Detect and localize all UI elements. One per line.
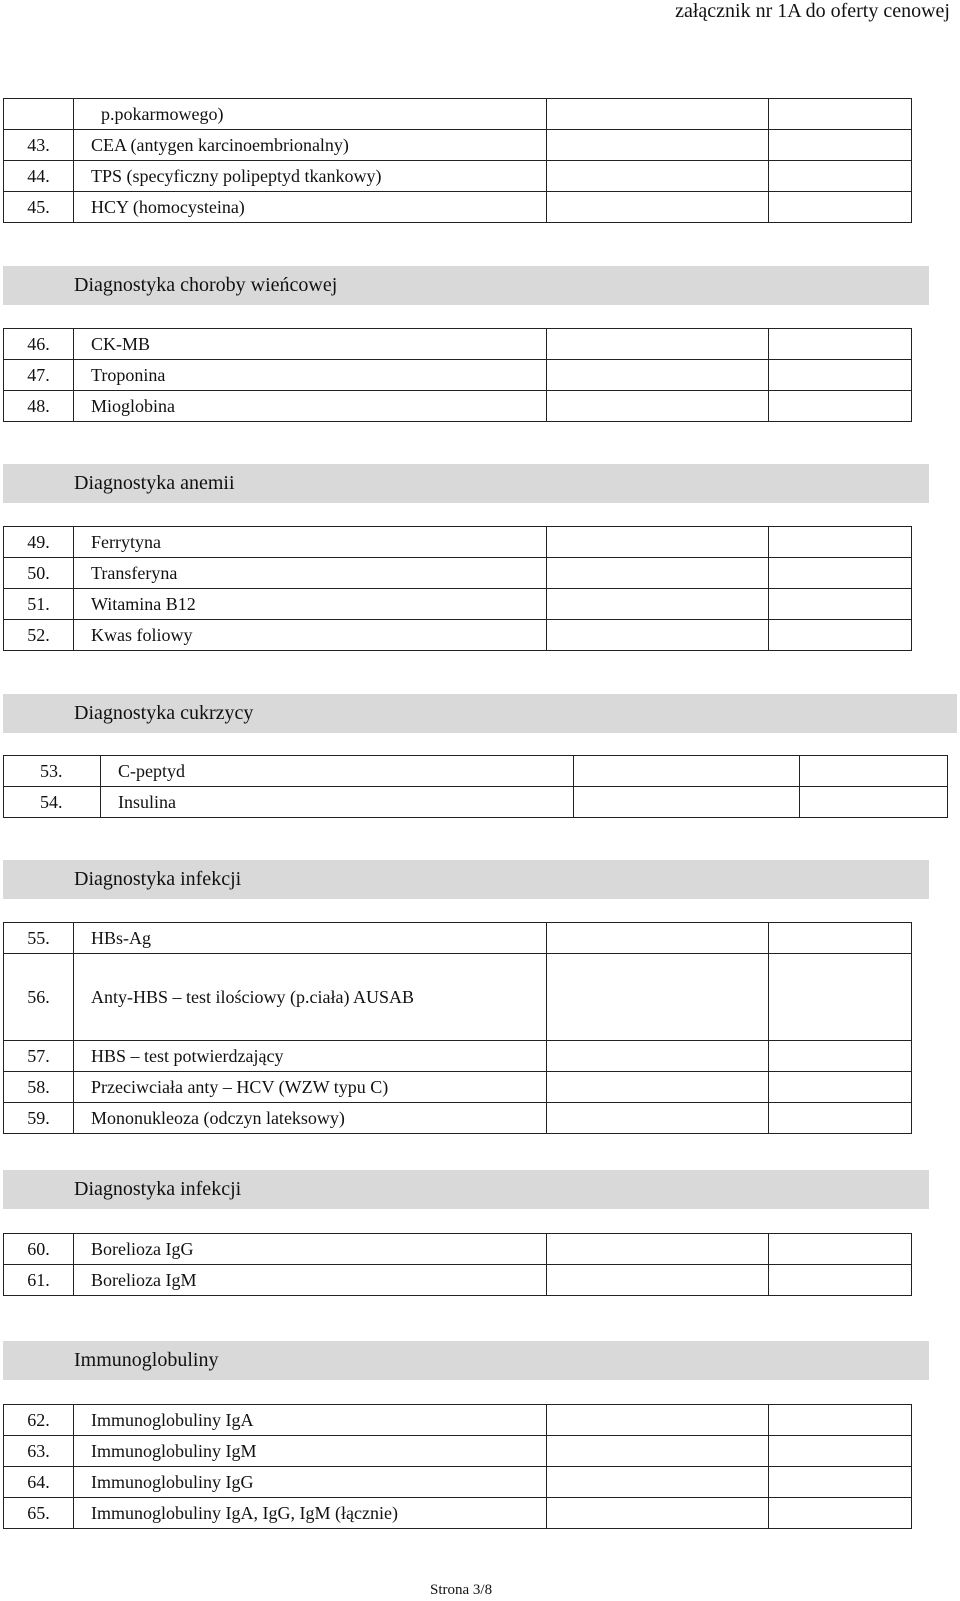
row-number: 60.: [4, 1234, 74, 1265]
table-row: [4, 360, 912, 391]
empty-cell: [769, 192, 912, 223]
row-number: 44.: [4, 161, 74, 192]
section-title: Immunoglobuliny: [74, 1349, 219, 1371]
row-number: 57.: [4, 1041, 74, 1072]
section-title: Diagnostyka cukrzycy: [74, 702, 254, 724]
empty-cell: [769, 1234, 912, 1265]
row-number: 61.: [4, 1265, 74, 1296]
table-diabetes: [3, 755, 948, 818]
table-row: [4, 923, 912, 954]
empty-cell: [547, 1234, 769, 1265]
row-name: Immunoglobuliny IgA, IgG, IgM (łącznie): [74, 1498, 547, 1529]
row-number: 51.: [4, 589, 74, 620]
row-number: 53.: [4, 756, 101, 787]
row-name: Kwas foliowy: [74, 620, 547, 651]
table-row: [4, 1467, 912, 1498]
empty-cell: [769, 391, 912, 422]
row-name: HBs-Ag: [74, 923, 547, 954]
empty-cell: [769, 1072, 912, 1103]
empty-cell: [769, 1405, 912, 1436]
empty-cell: [547, 558, 769, 589]
row-name: CK-MB: [74, 329, 547, 360]
table-row: [4, 756, 948, 787]
section-header-immunoglobulins: [3, 1341, 929, 1380]
row-name: Witamina B12: [74, 589, 547, 620]
table-row: [4, 1103, 912, 1134]
empty-cell: [769, 954, 912, 1041]
section-title: Diagnostyka infekcji: [74, 868, 242, 890]
empty-cell: [547, 161, 769, 192]
empty-cell: [547, 954, 769, 1041]
empty-cell: [547, 329, 769, 360]
table-row: [4, 99, 912, 130]
table-row: [4, 1498, 912, 1529]
table-row: [4, 1405, 912, 1436]
section-header-coronary: [3, 266, 929, 305]
table-row: [4, 391, 912, 422]
row-name: Immunoglobuliny IgG: [74, 1467, 547, 1498]
empty-cell: [547, 192, 769, 223]
empty-cell: [800, 787, 948, 818]
empty-cell: [574, 787, 800, 818]
row-number: 54.: [4, 787, 101, 818]
section-title: Diagnostyka anemii: [74, 472, 235, 494]
empty-cell: [769, 1041, 912, 1072]
row-number: 58.: [4, 1072, 74, 1103]
row-number: 55.: [4, 923, 74, 954]
empty-cell: [769, 527, 912, 558]
row-number: 52.: [4, 620, 74, 651]
row-name: Borelioza IgG: [74, 1234, 547, 1265]
empty-cell: [547, 360, 769, 391]
table-row: [4, 130, 912, 161]
empty-cell: [547, 1467, 769, 1498]
row-name: HBS – test potwierdzający: [74, 1041, 547, 1072]
empty-cell: [769, 1498, 912, 1529]
table-anemia: [3, 526, 912, 651]
row-number: 49.: [4, 527, 74, 558]
empty-cell: [547, 1498, 769, 1529]
row-number: 46.: [4, 329, 74, 360]
row-number: 65.: [4, 1498, 74, 1529]
empty-cell: [547, 923, 769, 954]
table-borreliosis: [3, 1233, 912, 1296]
empty-cell: [547, 130, 769, 161]
empty-cell: [800, 756, 948, 787]
row-number: 63.: [4, 1436, 74, 1467]
empty-cell: [547, 1103, 769, 1134]
row-number: 62.: [4, 1405, 74, 1436]
table-tumor-markers: [3, 98, 912, 223]
row-number: 48.: [4, 391, 74, 422]
empty-cell: [769, 589, 912, 620]
row-number: 56.: [4, 954, 74, 1041]
table-row: [4, 620, 912, 651]
table-row: [4, 1072, 912, 1103]
row-number: 45.: [4, 192, 74, 223]
empty-cell: [547, 99, 769, 130]
row-number: 59.: [4, 1103, 74, 1134]
empty-cell: [547, 620, 769, 651]
empty-cell: [769, 329, 912, 360]
table-row: [4, 558, 912, 589]
table-row: [4, 161, 912, 192]
empty-cell: [547, 1041, 769, 1072]
empty-cell: [769, 99, 912, 130]
row-name: Transferyna: [74, 558, 547, 589]
empty-cell: [769, 360, 912, 391]
empty-cell: [769, 558, 912, 589]
row-name: Insulina: [101, 787, 574, 818]
empty-cell: [769, 130, 912, 161]
row-name: Immunoglobuliny IgM: [74, 1436, 547, 1467]
table-row: [4, 1041, 912, 1072]
row-name: Mononukleoza (odczyn lateksowy): [74, 1103, 547, 1134]
table-infections: [3, 922, 912, 1134]
table-row: [4, 192, 912, 223]
table-row: [4, 589, 912, 620]
row-name: Mioglobina: [74, 391, 547, 422]
table-row: [4, 1265, 912, 1296]
empty-cell: [547, 527, 769, 558]
table-row: [4, 329, 912, 360]
row-name: TPS (specyficzny polipeptyd tkankowy): [74, 161, 547, 192]
row-name: Immunoglobuliny IgA: [74, 1405, 547, 1436]
empty-cell: [574, 756, 800, 787]
empty-cell: [769, 620, 912, 651]
table-row: [4, 1234, 912, 1265]
empty-cell: [547, 391, 769, 422]
row-number: 64.: [4, 1467, 74, 1498]
empty-cell: [769, 1467, 912, 1498]
section-header-infections-2: [3, 1170, 929, 1209]
table-row: [4, 954, 912, 1041]
section-title: Diagnostyka infekcji: [74, 1178, 242, 1200]
section-header-diabetes: [3, 694, 957, 733]
empty-cell: [547, 1265, 769, 1296]
empty-cell: [769, 161, 912, 192]
section-title: Diagnostyka choroby wieńcowej: [74, 274, 338, 296]
row-name: Borelioza IgM: [74, 1265, 547, 1296]
table-row: [4, 787, 948, 818]
empty-cell: [769, 923, 912, 954]
row-name: Przeciwciała anty – HCV (WZW typu C): [74, 1072, 547, 1103]
table-immunoglobulins: [3, 1404, 912, 1529]
table-coronary: [3, 328, 912, 422]
row-name: p.pokarmowego): [74, 99, 547, 130]
empty-cell: [769, 1436, 912, 1467]
empty-cell: [769, 1103, 912, 1134]
row-number: 43.: [4, 130, 74, 161]
row-number: 47.: [4, 360, 74, 391]
empty-cell: [547, 1436, 769, 1467]
row-name: Troponina: [74, 360, 547, 391]
empty-cell: [547, 1072, 769, 1103]
page-number: Strona 3/8: [430, 1582, 493, 1598]
row-name: Ferrytyna: [74, 527, 547, 558]
row-number: [4, 99, 74, 130]
section-header-anemia: [3, 464, 929, 503]
table-row: [4, 527, 912, 558]
document-header: załącznik nr 1A do oferty cenowej: [675, 0, 950, 22]
section-header-infections: [3, 860, 929, 899]
row-name: Anty-HBS – test ilościowy (p.ciała) AUSAB: [74, 954, 547, 1041]
empty-cell: [547, 1405, 769, 1436]
table-row: [4, 1436, 912, 1467]
empty-cell: [769, 1265, 912, 1296]
row-name: CEA (antygen karcinoembrionalny): [74, 130, 547, 161]
row-name: C-peptyd: [101, 756, 574, 787]
row-name: HCY (homocysteina): [74, 192, 547, 223]
row-number: 50.: [4, 558, 74, 589]
empty-cell: [547, 589, 769, 620]
